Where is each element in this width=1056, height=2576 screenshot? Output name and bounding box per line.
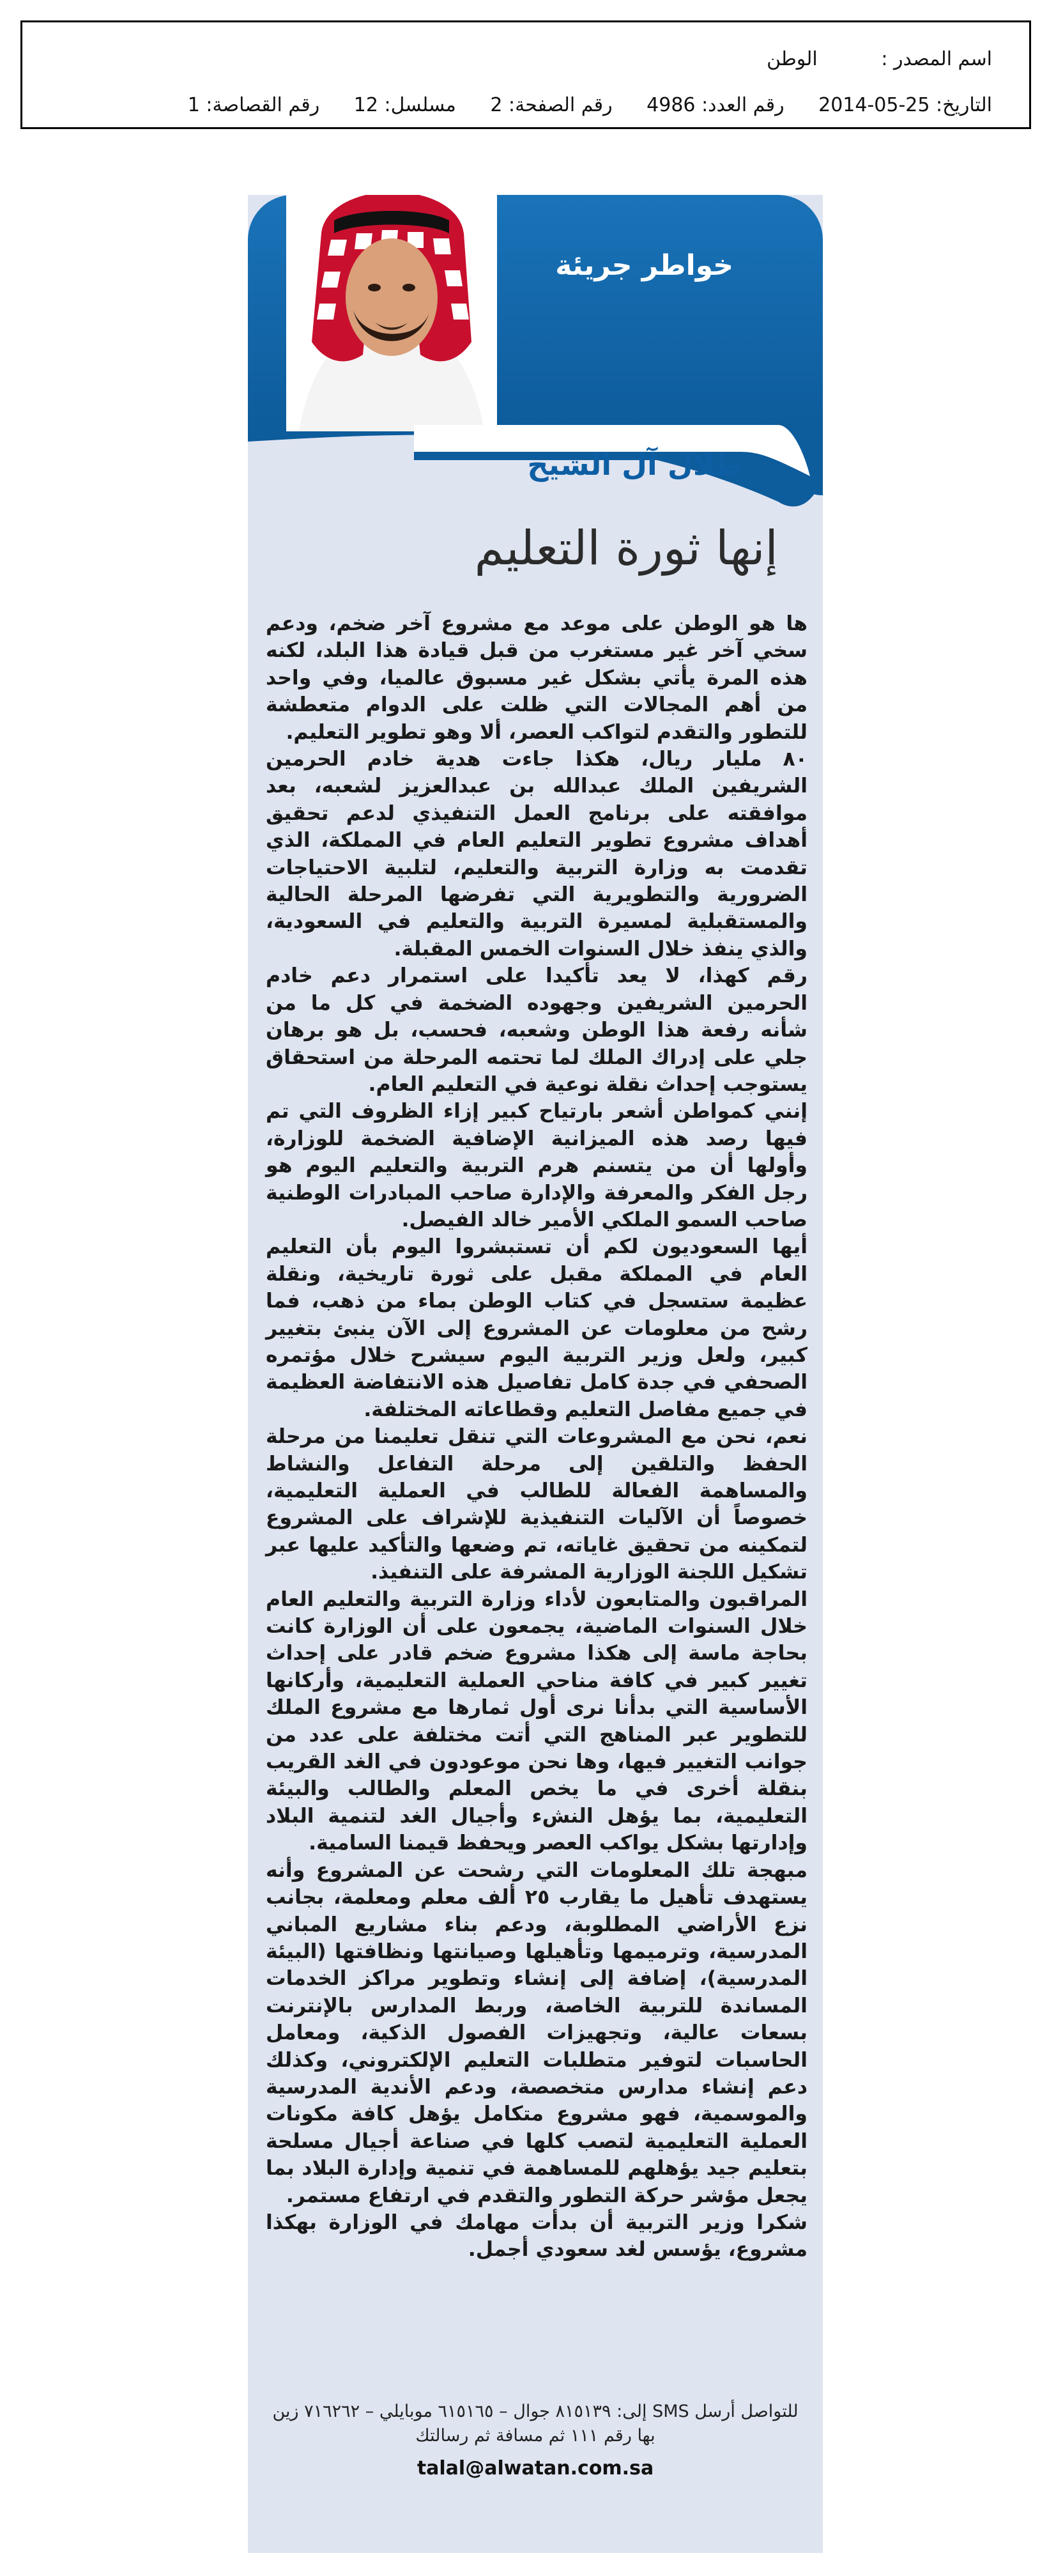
author-email: talal@alwatan.com.sa — [417, 2457, 654, 2480]
clip-number-value: 1 — [187, 94, 200, 116]
article-paragraph: شكرا وزير التربية أن بدأت مهامك في الوزارة بهكذا مشروع، يؤسس لغد سعودي أجمل. — [266, 2210, 807, 2262]
author-name: طلال آل الشيخ — [527, 447, 743, 482]
article-body — [266, 610, 807, 2264]
column-title: خواطر جريئة — [555, 249, 733, 282]
clip-number-label: رقم القصاصة: — [206, 94, 320, 116]
source-row — [767, 48, 992, 70]
article-paragraph: ها هو الوطن على موعد مع مشروع آخر ضخم، ودعم سخي آخر غير مستغرب من قبل قيادة هذا البلد، لكنه هذه المرة يأتي بشكل غير مسبوق عالميا، وفي واحد من أهم المجالات التي ظلت على الدوام متعطشة للتطور والتقدم لتواكب العصر، ألا وهو تطوير التعليم. — [266, 612, 807, 744]
article-paragraph: رقم كهذا، لا يعد تأكيدا على استمرار دعم خادم الحرمين الشريفين وجهوده الضخمة في كل ما من شأنه رفعة هذا الوطن وشعبه، فحسب، بل هو برهان جلي على إدراك الملك لما تحتمه المرحلة من استحقاق يستوجب إحداث نقلة نوعية في التعليم العام. — [266, 964, 807, 1096]
article-paragraph: نعم، نحن مع المشروعات التي تنقل تعليمنا من مرحلة الحفظ والتلقين إلى مرحلة التفاعل والنشاط والمساهمة الفعالة للطالب في العملية التعليمية، خصوصاً أن الآليات التنفيذية للإشراف على المشروع لتمكينه من تحقيق غاياته، تم وضعها والتأكيد عليها عبر تشكيل اللجنة الوزارية المشرفة على التنفيذ. — [266, 1425, 807, 1584]
clipping-metadata-box — [20, 20, 1031, 129]
sms-contact-line: للتواصل أرسل SMS إلى: ٨١٥١٣٩ جوال – ٦١٥١٦٥ موبايلي – ٧١٦٢٦٢ زين — [272, 2402, 799, 2421]
article-paragraph: المراقبون والمتابعون لأداء وزارة التربية والتعليم العام خلال السنوات الماضية، يجمعون على أن الوزارة كانت بحاجة ماسة إلى هكذا مشروع ضخم قادر على إحداث تغيير كبير في كافة مناحي العملية التعليمية، وأركانها الأساسية التي بدأنا نرى أول ثمارها مع مشروع الملك للتطوير عبر المناهج التي أتت مختلفة على عدد من جوانب التغيير فيها، وها نحن موعودون في الغد القريب بنقلة أخرى في ما يخص المعلم والطالب والبيئة التعليمية، بما يؤهل النشء وأجيال الغد لتنمية البلاد وإدارتها بشكل يواكب العصر ويحفظ قيمنا السامية. — [266, 1587, 807, 1855]
author-portrait — [286, 195, 497, 431]
page-value: 2 — [490, 94, 503, 116]
issue-value: 4986 — [647, 94, 696, 116]
date-label: التاريخ: — [936, 94, 992, 116]
issue-label: رقم العدد: — [701, 94, 784, 116]
serial-value: 12 — [353, 94, 378, 116]
source-value: الوطن — [767, 48, 818, 70]
date-value: 2014-05-25 — [818, 94, 930, 116]
article-paragraph: ٨٠ مليار ريال، هكذا جاءت هدية خادم الحرمين الشريفين الملك عبدالله بن عبدالعزيز لشعبه، بعد موافقته على برنامج العمل التنفيذي لدعم تحقيق أهداف مشروع تطوير التعليم العام في المملكة، الذي تقدمت به وزارة التربية والتعليم، لتلبية الاحتياجات الضرورية والتطويرية التي تفرضها المرحلة الحالية والمستقبلية لمسيرة التربية والتعليم في السعودية، والذي ينفذ خلال السنوات الخمس المقبلة. — [266, 748, 807, 960]
publication-details-row — [188, 94, 992, 116]
article-paragraph: إنني كمواطن أشعر بارتياح كبير إزاء الظروف التي تم فيها رصد هذه الميزانية الإضافية الضخمة للوزارة، وأولها أن من يتسنم هرم التربية والتعليم اليوم هو رجل الفكر والمعرفة والإدارة صاحب المبادرات الوطنية صاحب السمو الملكي الأمير خالد الفيصل. — [266, 1100, 807, 1231]
serial-label: مسلسل: — [384, 94, 456, 116]
page-label: رقم الصفحة: — [509, 94, 613, 116]
newspaper-clipping — [248, 195, 823, 2553]
source-label: اسم المصدر : — [881, 48, 992, 70]
sms-contact-instructions: بها رقم ١١١ ثم مسافة ثم رسالتك — [415, 2426, 655, 2446]
article-paragraph: أيها السعوديون لكم أن تستبشروا اليوم بأن التعليم العام في المملكة مقبل على ثورة تاريخية، ونقلة عظيمة ستسجل في كتاب الوطن بماء من ذهب، فما رشح من معلومات عن المشروع إلى الآن ينبئ بتغيير كبير، ولعل وزير التربية اليوم سيشرح خلال مؤتمره الصحفي في جدة كامل تفاصيل هذه الانتفاضة العظيمة في جميع مفاصل التعليم وقطاعاته المختلفة. — [266, 1235, 807, 1421]
article-paragraph: مبهجة تلك المعلومات التي رشحت عن المشروع وأنه يستهدف تأهيل ما يقارب ٢٥ ألف معلم ومعلمة، بجانب نزع الأراضي المطلوبة، ودعم بناء مشاريع المباني المدرسية، وترميمها وتأهيلها وصيانتها ونظافتها (البيئة المدرسية)، إضافة إلى إنشاء وتطوير مراكز الخدمات المساندة للتربية الخاصة، وربط المدارس بالإنترنت بسعات عالية، وتجهيزات الفصول الذكية، ومعامل الحاسبات لتوفير متطلبات التعليم الإلكتروني، وكذلك دعم إنشاء مدارس متخصصة، ودعم الأندية المدرسية والموسمية، فهو مشروع متكامل يؤهل كافة مكونات العملية التعليمية لتصب كلها في صناعة أجيال مسلحة بتعليم جيد يؤهلهم للمساهمة في تنمية وإدارة البلاد بما يجعل مؤشر حركة التطور والتقدم في ارتفاع مستمر. — [266, 1858, 807, 2207]
article-headline: إنها ثورة التعليم — [474, 521, 778, 576]
sms-contact-info — [267, 2400, 804, 2448]
